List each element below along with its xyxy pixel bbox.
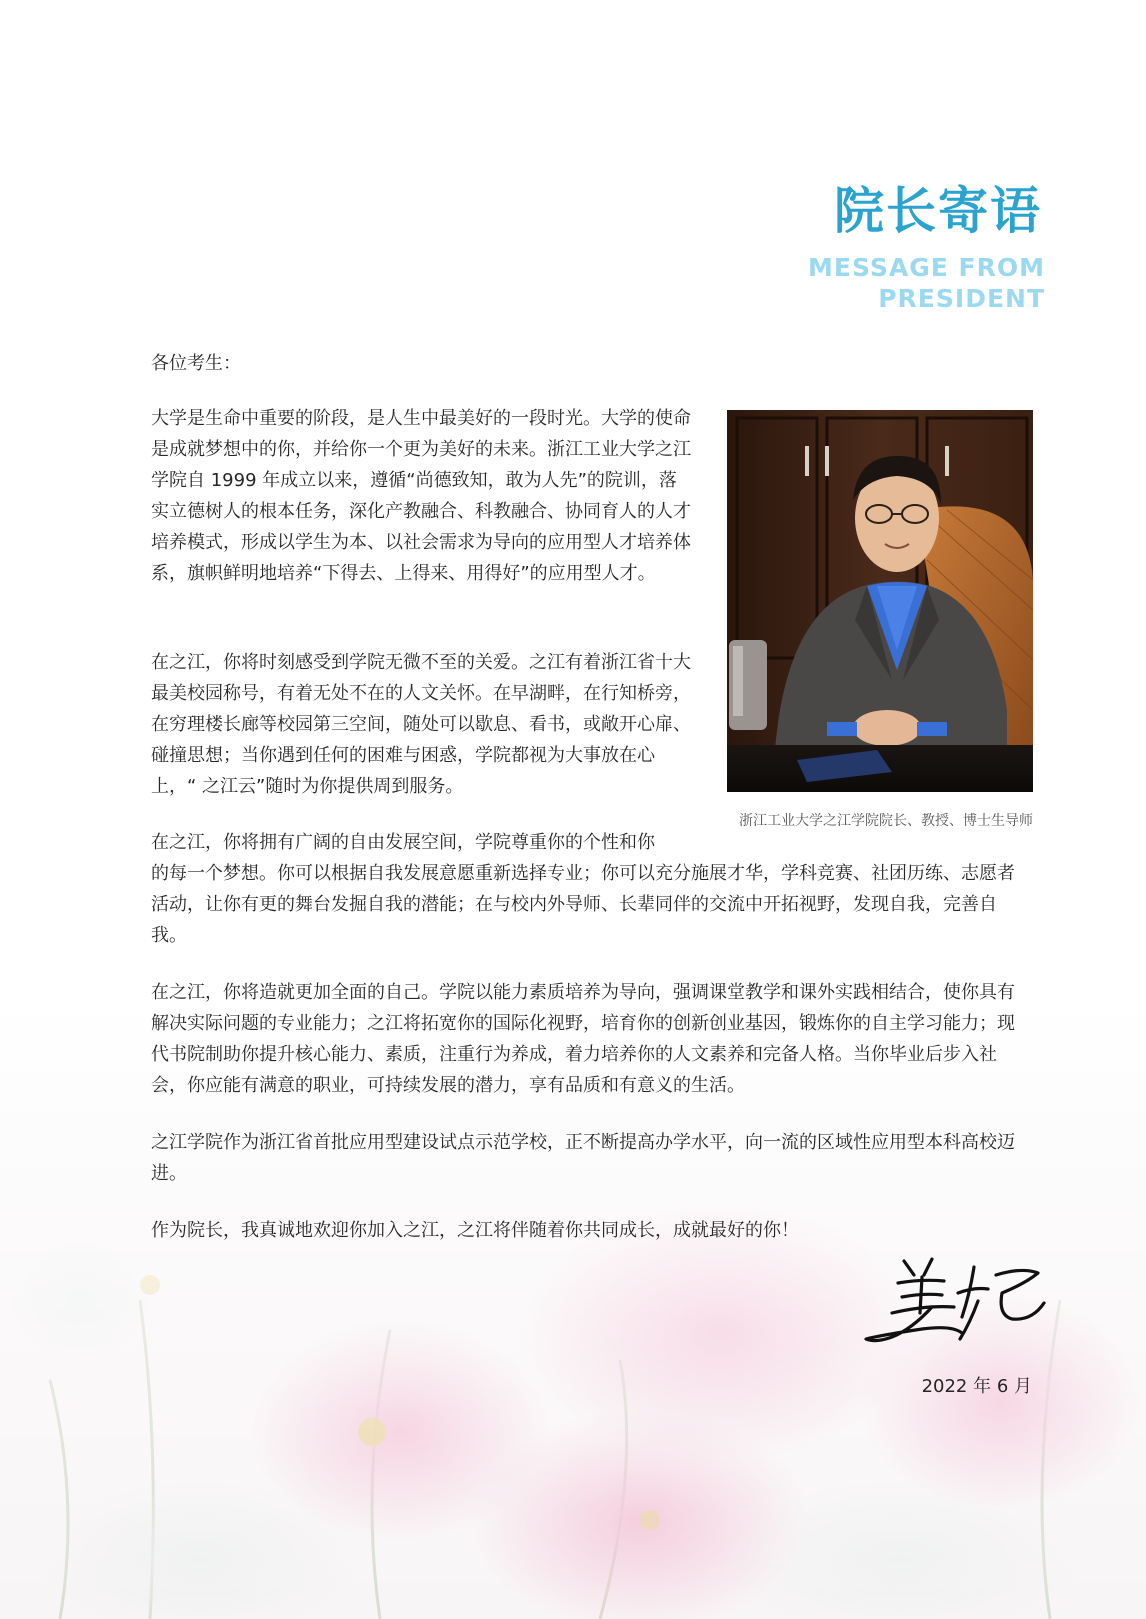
paragraph-6: 作为院长，我真诚地欢迎你加入之江，之江将伴随着你共同成长，成就最好的你！ <box>151 1220 799 1241</box>
paragraph-2: 在之江，你将时刻感受到学院无微不至的关爱。之江有着浙江省十大最美校园称号，有着无处不在的人文关怀。在早湖畔，在行知桥旁，在穷理楼长廊等校园第三空间，随处可以歇息、看书，或敞开心扉、碰撞思想；当你遇到任何的困难与困惑，学院都视为大事放在心上，“ 之江云”随时为你提供周到服务。 <box>151 652 691 797</box>
paragraph-4: 在之江，你将造就更加全面的自己。学院以能力素质培养为导向，强调课堂教学和课外实践相结合，使你具有解决实际问题的专业能力；之江将拓宽你的国际化视野，培育你的创新创业基因，锻炼你的自主学习能力；现代书院制助你提升核心能力、素质，注重行为养成，着力培养你的人文素养和完备人格。当你毕业后步入社会，你应能有满意的职业，可持续发展的潜力，享有品质和有意义的生活。 <box>151 982 1015 1096</box>
page-subtitle-en <box>808 252 1045 314</box>
greeting: 各位考生： <box>151 353 241 374</box>
paragraph-3-rest: 的每一个梦想。你可以根据自我发展意愿重新选择专业；你可以充分施展才华，学科竞赛、社团历练、志愿者活动，让你有更的舞台发掘自我的潜能；在与校内外导师、长辈同伴的交流中开拓视野，发现自我，完善自我。 <box>151 863 1015 946</box>
paragraph-1: 大学是生命中重要的阶段，是人生中最美好的一段时光。大学的使命是成就梦想中的你，并给你一个更为美好的未来。浙江工业大学之江学院自 1999 年成立以来，遵循“尚德致知，敢为人先”的院训，落实立德树人的根本任务，深化产教融合、科教融合、协同育人的人才培养模式，形成以学生为本、以社会需求为导向的应用型人才培养体系，旗帜鲜明地培养“下得去、上得来、用得好”的应用型人才。 <box>151 408 691 584</box>
president-photo <box>727 410 1033 792</box>
page-title: 院长寄语 <box>834 182 1042 240</box>
paragraph-5: 之江学院作为浙江省首批应用型建设试点示范学校，正不断提高办学水平，向一流的区域性应用型本科高校迈进。 <box>151 1132 1015 1184</box>
subtitle-line-2: PRESIDENT <box>878 284 1045 313</box>
president-signature <box>862 1253 1046 1353</box>
paragraph-3-line-1: 在之江，你将拥有广阔的自由发展空间，学院尊重你的个性和你 <box>151 832 655 853</box>
subtitle-line-1: MESSAGE FROM <box>808 253 1045 282</box>
letter-date: 2022 年 6 月 <box>921 1376 1032 1397</box>
photo-caption: 浙江工业大学之江学院院长、教授、博士生导师 <box>739 813 1033 829</box>
paragraph-3 <box>151 827 1031 951</box>
